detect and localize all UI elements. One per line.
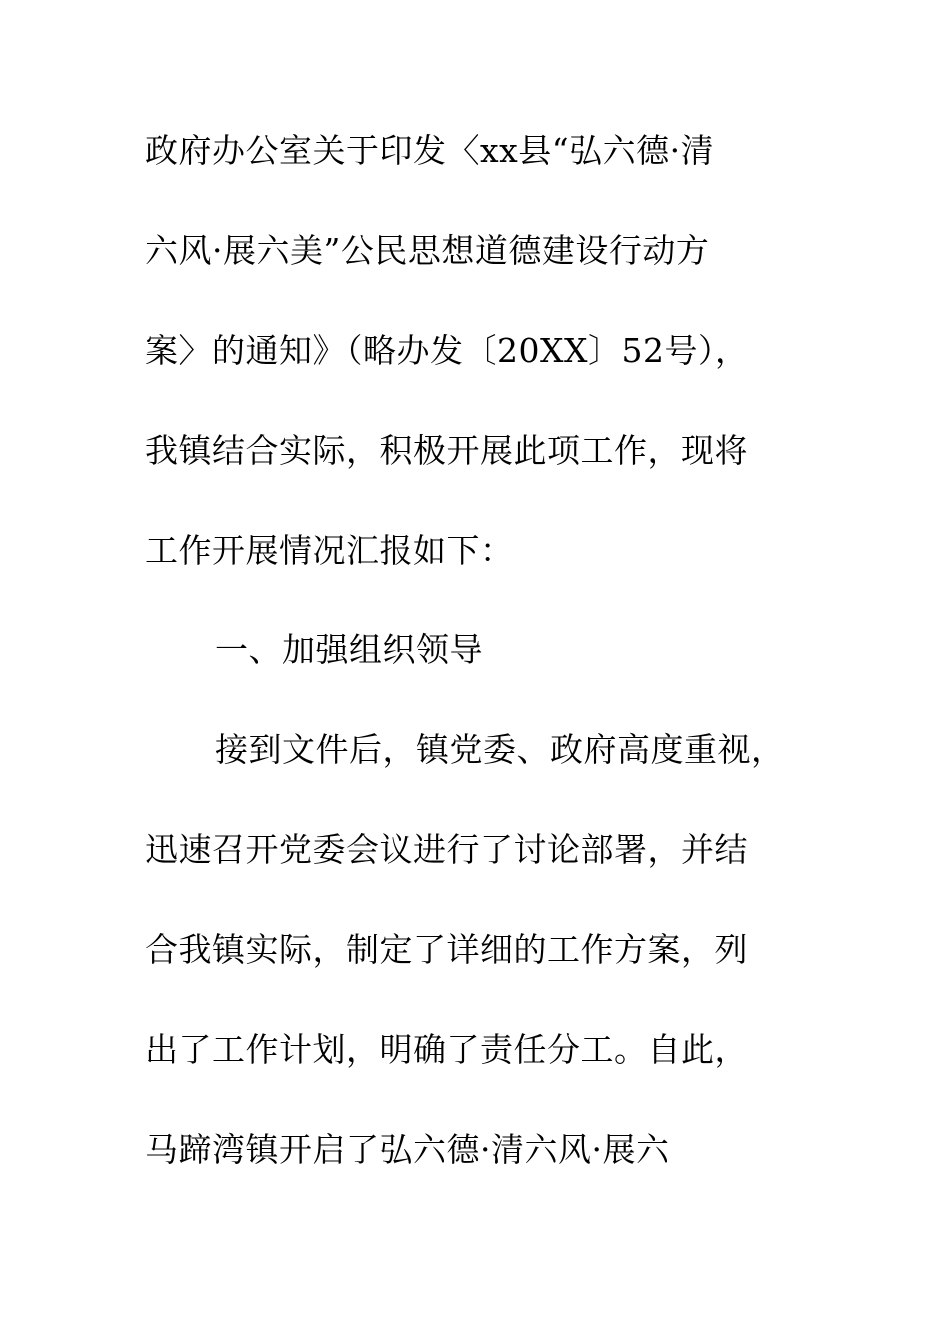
paragraph-line: 工作开展情况汇报如下： — [145, 531, 514, 570]
paragraph-line: 政府办公室关于印发〈xx县“弘六德·清 — [145, 131, 715, 170]
section-heading: 一、加强组织领导 — [215, 630, 483, 669]
paragraph-line: 我镇结合实际，积极开展此项工作，现将 — [145, 431, 748, 470]
paragraph-line: 出了工作计划，明确了责任分工。自此， — [145, 1030, 748, 1069]
paragraph-line: 迅速召开党委会议进行了讨论部署，并结 — [145, 830, 748, 869]
paragraph-line: 六风·展六美”公民思想道德建设行动方 — [145, 231, 710, 270]
paragraph-line: 合我镇实际，制定了详细的工作方案，列 — [145, 930, 748, 969]
paragraph-line: 案〉的通知》（略办发〔20XX〕52号）， — [145, 331, 749, 370]
paragraph-line: 接到文件后，镇党委、政府高度重视， — [215, 730, 785, 769]
paragraph-line: 马蹄湾镇开启了弘六德·清六风·展六 — [145, 1130, 670, 1169]
